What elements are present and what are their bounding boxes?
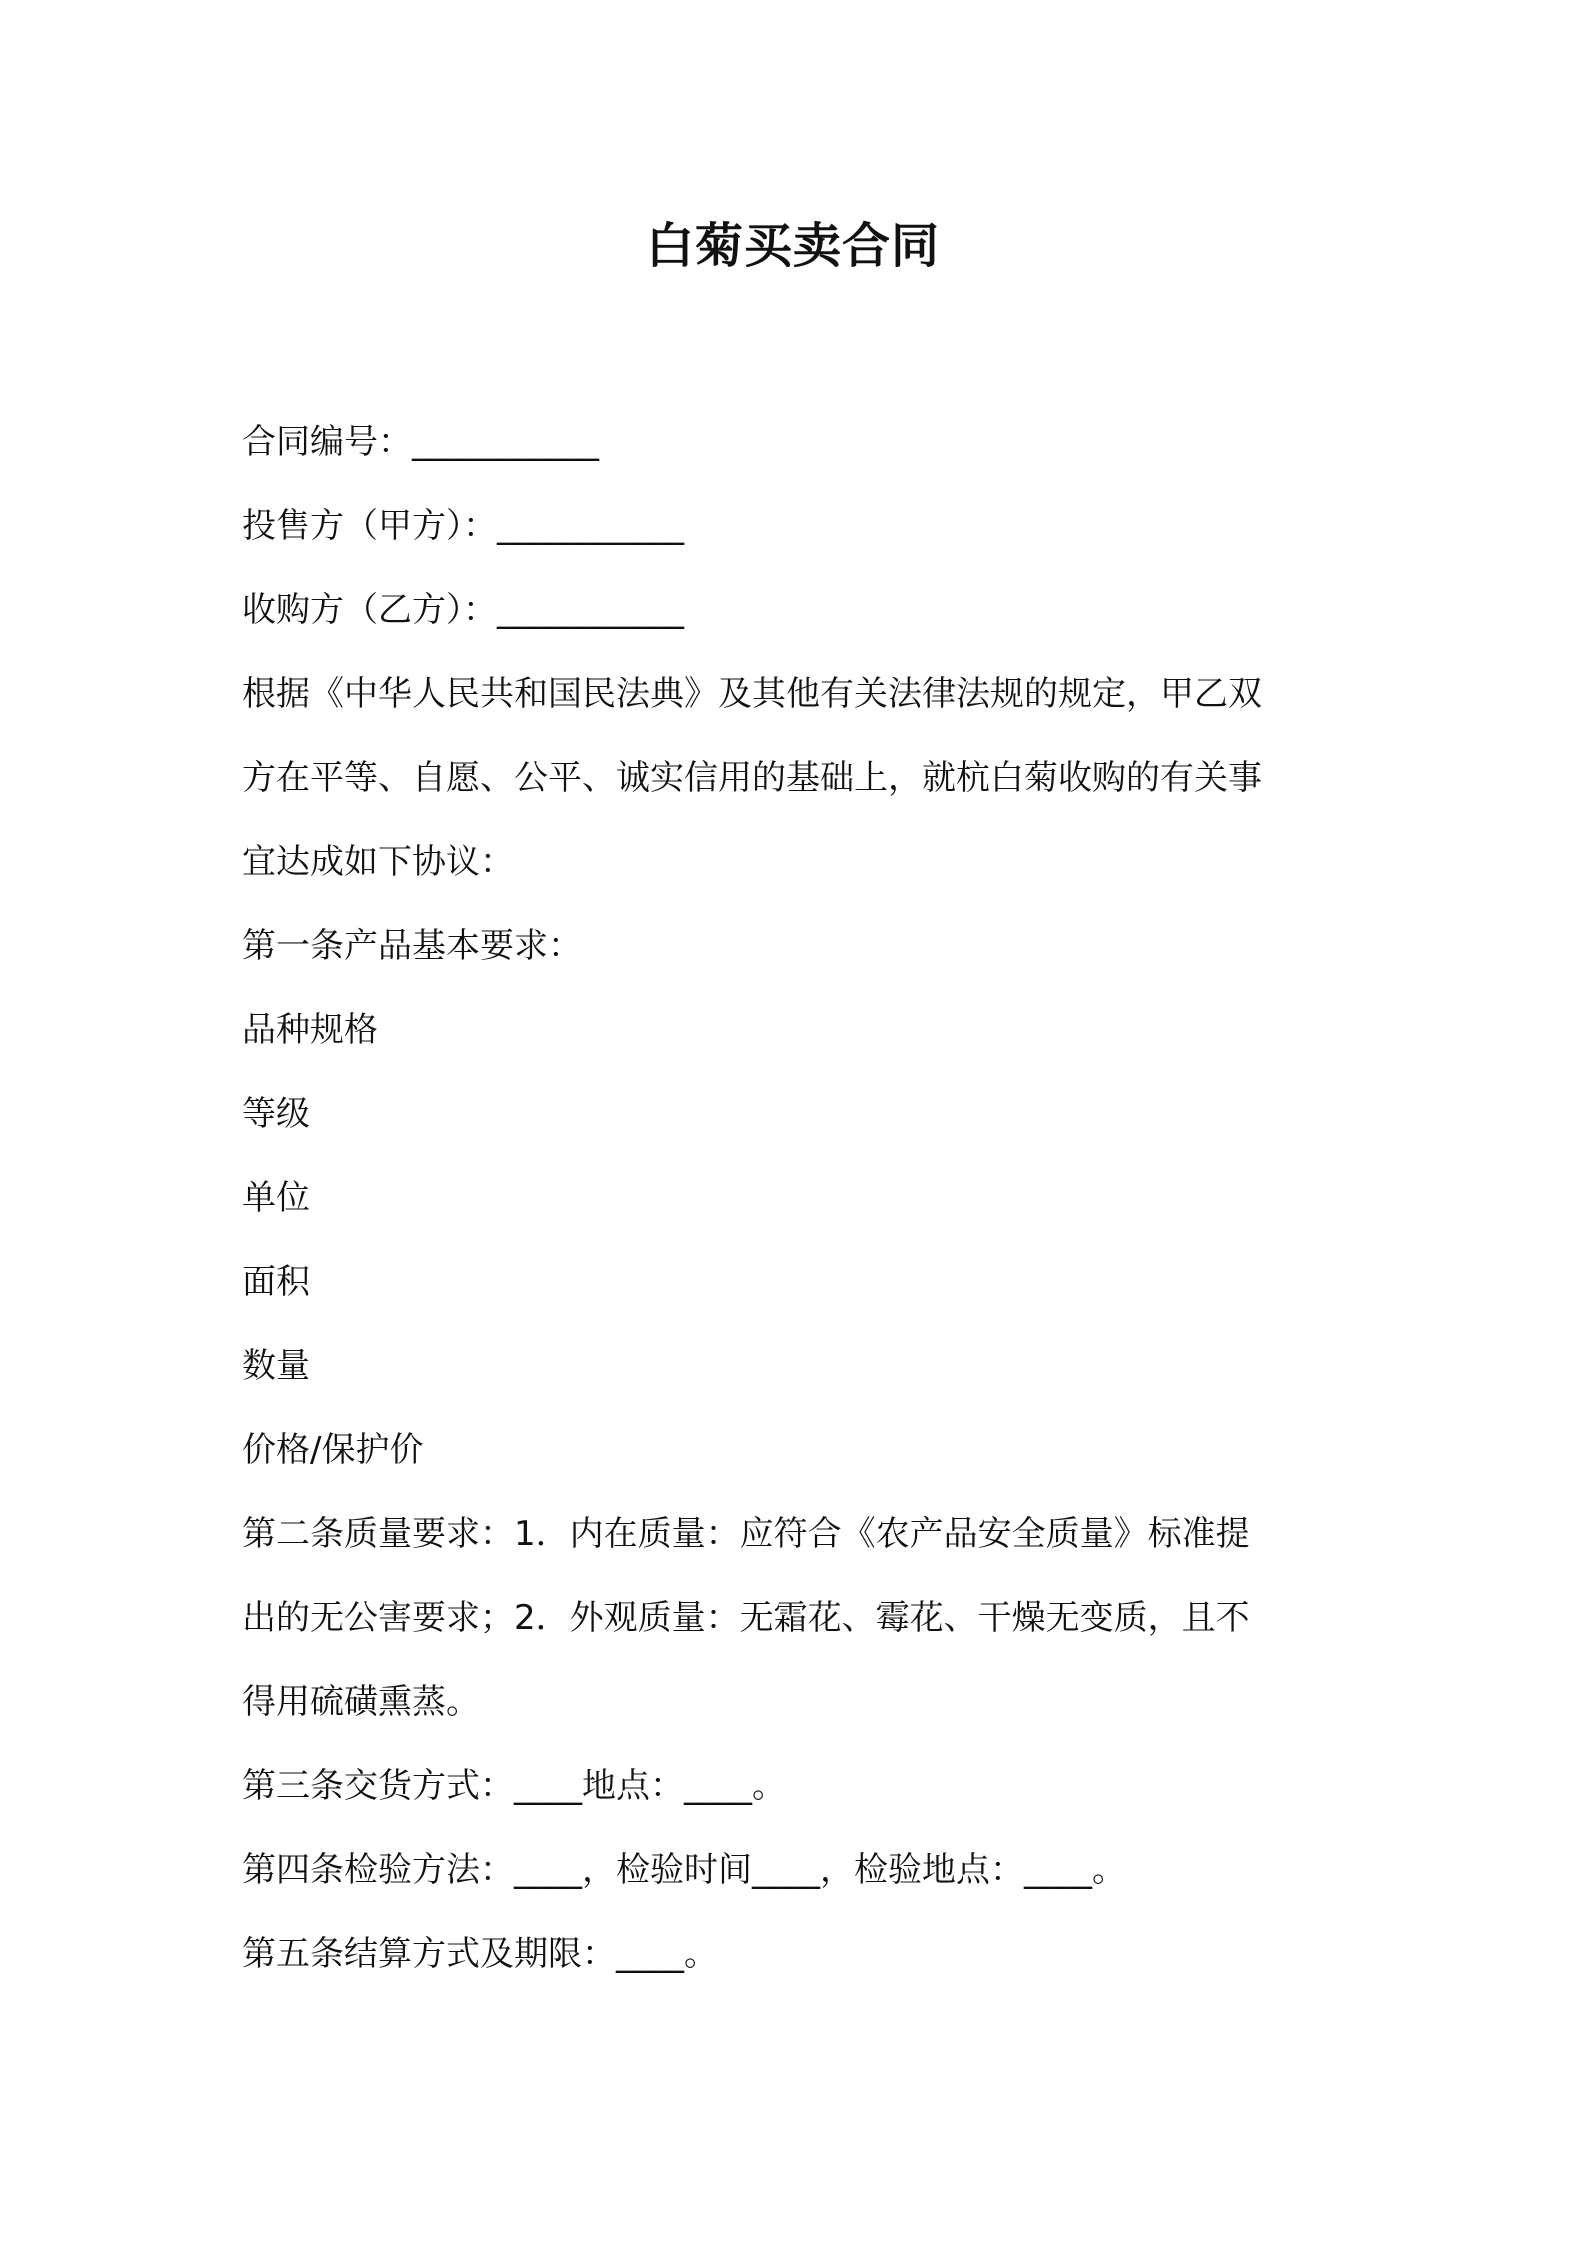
price-item: 价格/保护价 [242, 1430, 424, 1470]
contract-body [242, 400, 1362, 1996]
buyer-party-line: 收购方（乙方）：___________ [242, 590, 684, 630]
article-3-line: 第三条交货方式：____地点：____。 [242, 1766, 786, 1806]
seller-party-line: 投售方（甲方）：___________ [242, 506, 684, 546]
area-item: 面积 [242, 1262, 310, 1302]
unit-item: 单位 [242, 1178, 310, 1218]
article-2-line-2: 出的无公害要求；2．外观质量：无霜花、霉花、干燥无变质，且不 [242, 1598, 1250, 1638]
variety-spec-item: 品种规格 [242, 1010, 378, 1050]
preamble-line-3: 宜达成如下协议： [242, 842, 514, 882]
preamble-line-1: 根据《中华人民共和国民法典》及其他有关法律法规的规定，甲乙双 [242, 674, 1262, 714]
article-2-line-1: 第二条质量要求：1．内在质量：应符合《农产品安全质量》标准提 [242, 1514, 1250, 1554]
contract-title: 白菊买卖合同 [645, 218, 940, 274]
article-4-line: 第四条检验方法：____，检验时间____，检验地点：____。 [242, 1850, 1126, 1890]
contract-number-line: 合同编号：___________ [242, 422, 599, 462]
preamble-line-2: 方在平等、自愿、公平、诚实信用的基础上，就杭白菊收购的有关事 [242, 758, 1262, 798]
article-2-line-3: 得用硫磺熏蒸。 [242, 1682, 480, 1722]
quantity-item: 数量 [242, 1346, 310, 1386]
grade-item: 等级 [242, 1094, 310, 1134]
article-5-line: 第五条结算方式及期限：____。 [242, 1934, 718, 1974]
article-1-heading: 第一条产品基本要求： [242, 926, 582, 966]
